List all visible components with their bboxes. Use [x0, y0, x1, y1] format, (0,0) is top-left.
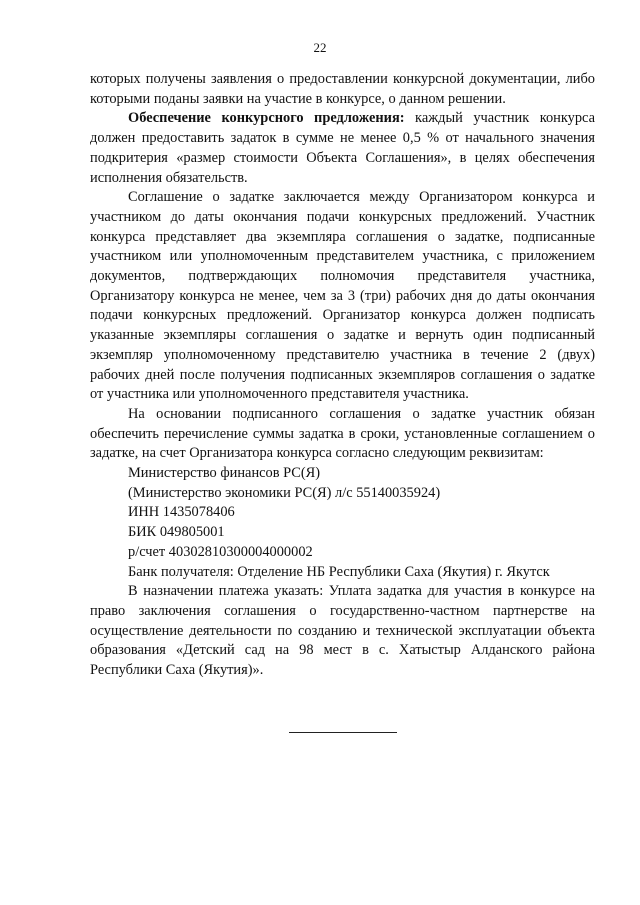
requisite-bik: БИК 049805001 [128, 524, 225, 541]
paragraph-deposit-agreement: Соглашение о задатке заключается между Организатором конкурса и участником до даты окончания подачи конкурсных предложений. Участник конкурса представляет два экземпляра соглашения о задатке, подписанные участником или уполномоченным представителем участника, с приложением документов, подтверждающих полномочия представителя участника, Организатору конкурса не менее, чем за 3 (три) рабочих дня до даты окончания подачи конкурсных предложений. Организатор конкурса должен подписать указанные экземпляры соглашения о задатке и вернуть один подписанный экземпляр уполномоченному представителю участника в течение 2 (двух) рабочих дней после получения подписанных экземпляров соглашения о задатке от участника или уполномоченного представителя участника. [90, 189, 595, 403]
requisite-ministry-account: (Министерство экономики РС(Я) л/с 55140035924) [128, 484, 441, 501]
paragraph-continuation: которых получены заявления о предоставлении конкурсной документации, либо которыми поданы заявки на участие в конкурсе, о данном решении. [90, 71, 595, 107]
requisites-block [90, 464, 595, 582]
document-body [90, 70, 595, 681]
requisite-settlement-account: р/счет 40302810300004000002 [128, 543, 313, 560]
paragraph-deposit-transfer: На основании подписанного соглашения о задатке участник обязан обеспечить перечисление суммы задатка в сроки, установленные соглашением о задатке, на счет Организатора конкурса согласно следующим реквизитам: [90, 405, 595, 462]
paragraph-payment-purpose: В назначении платежа указать: Уплата задатка для участия в конкурсе на право заключения соглашения о государственно-частном партнерстве на осуществление деятельности по созданию и технической эксплуатации объекта образования «Детский сад на 98 мест в с. Хатыстыр Алданского района Республики Саха (Якутия)». [90, 583, 595, 679]
paragraph-bid-security [90, 109, 595, 188]
requisite-recipient: Министерство финансов РС(Я) [128, 465, 321, 482]
end-separator-line [289, 732, 397, 733]
requisite-bank: Банк получателя: Отделение НБ Республики Саха (Якутия) г. Якутск [128, 563, 550, 580]
requisite-inn: ИНН 1435078406 [128, 504, 235, 521]
bid-security-text: каждый участник конкурса должен предоставить задаток в сумме не менее 0,5 % от начального значения подкритерия «размер стоимости Объекта Соглашения», в целях обеспечения исполнения обязательств. [90, 110, 596, 186]
page-number: 22 [313, 40, 327, 55]
bid-security-heading: Обеспечение конкурсного предложения: [128, 110, 405, 127]
